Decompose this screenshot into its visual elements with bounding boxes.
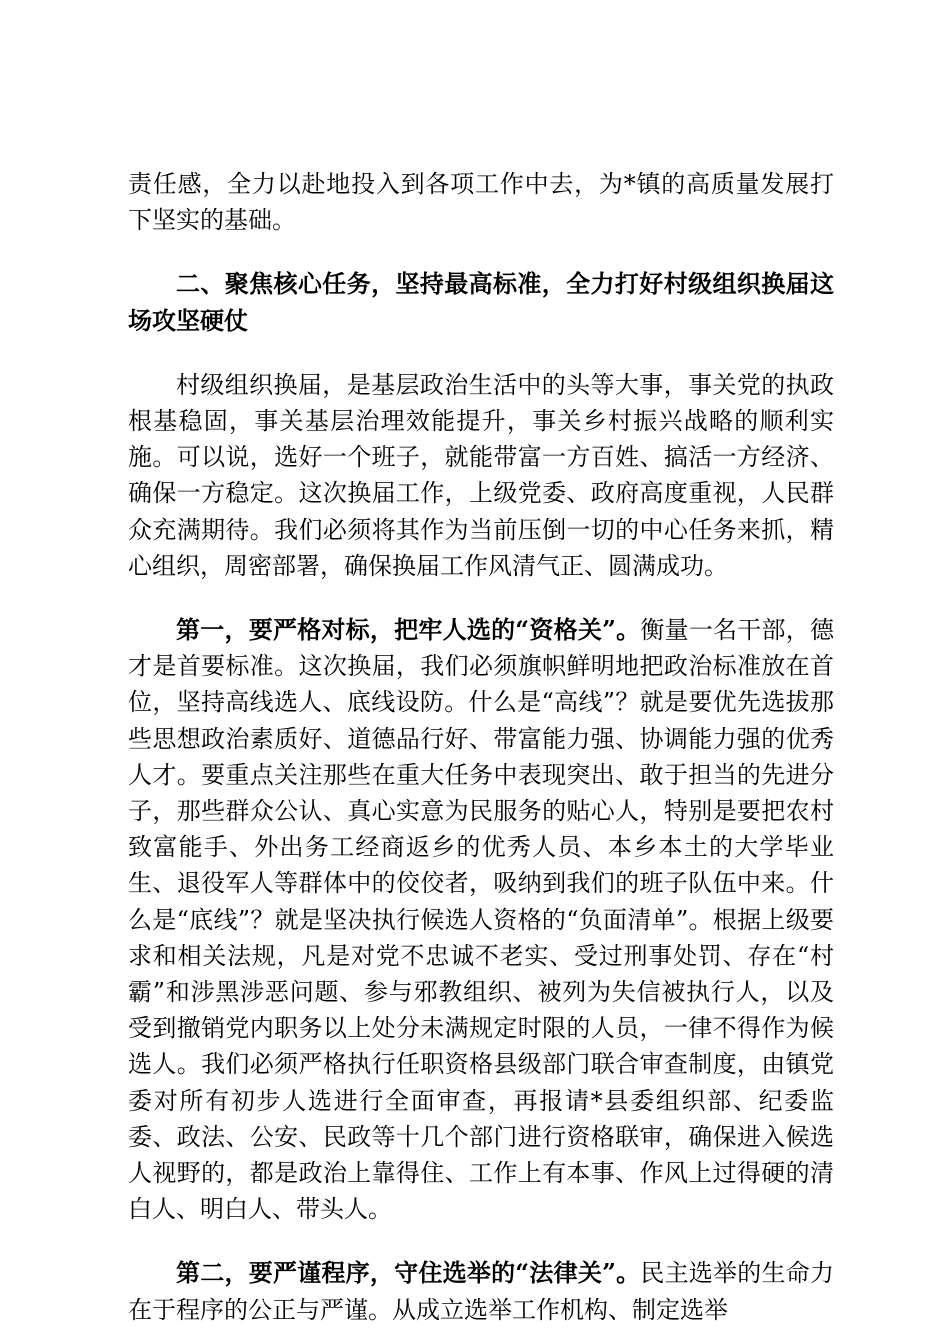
continued-paragraph: 责任感，全力以赴地投入到各项工作中去，为*镇的高质量发展打下坚实的基础。 [128, 170, 834, 235]
section-heading: 二、聚焦核心任务，坚持最高标准，全力打好村级组织换届这场攻坚硬仗 [128, 270, 834, 335]
paragraph-lead-2: 第二，要严谨程序，守住选举的“法律关”。 [176, 1258, 641, 1288]
paragraph-body-1: 衡量一名干部，德才是首要标准。这次换届，我们必须旗帜鲜明地把政治标准放在首位，坚持高线选人、底线设防。什么是“高线”？就是要优先选拔那些思想政治素质好、道德品行好、带富能力强、协调能力强的优秀人才。要重点关注那些在重大任务中表现突出、敢于担当的先进分子，那些群众公认、真心实意为民服务的贴心人，特别是要把农村致富能手、外出务工经商返乡的优秀人员、本乡本土的大学毕业生、退役军人等群体中的佼佼者，吸纳到我们的班子队伍中来。什么是“底线”？就是坚决执行候选人资格的“负面清单”。根据上级要求和相关法规，凡是对党不忠诚不老实、受过刑事处罚、存在“村霸”和涉黑涉恶问题、参与邪教组织、被列为失信被执行人，以及受到撤销党内职务以上处分未满规定时限的人员，一律不得作为候选人。我们必须严格执行任职资格县级部门联合审查制度，由镇党委对所有初步人选进行全面审查，再报请*县委组织部、纪委监委、政法、公安、民政等十几个部门进行资格联审，确保进入候选人视野的，都是政治上靠得住、工作上有本事、作风上过得硬的清白人、明白人、带头人。 [128, 616, 835, 1224]
body-paragraph-1: 村级组织换届，是基层政治生活中的头等大事，事关党的执政根基稳固，事关基层治理效能提升，事关乡村振兴战略的顺利实施。可以说，选好一个班子，就能带富一方百姓、搞活一方经济、确保一方稳定。这次换届工作，上级党委、政府高度重视，人民群众充满期待。我们必须将其作为当前压倒一切的中心任务来抓，精心组织，周密部署，确保换届工作风清气正、圆满成功。 [128, 370, 834, 580]
paragraph-body-2: 民主选举的生命力在于程序的公正与严谨。从成立选举工作机构、制定选举 [128, 1259, 835, 1324]
body-paragraph-2 [128, 612, 834, 1227]
body-paragraph-3 [128, 1255, 834, 1327]
document-body [128, 166, 834, 1328]
paragraph-lead-1: 第一，要严格对标，把牢人选的“资格关”。 [176, 615, 641, 645]
